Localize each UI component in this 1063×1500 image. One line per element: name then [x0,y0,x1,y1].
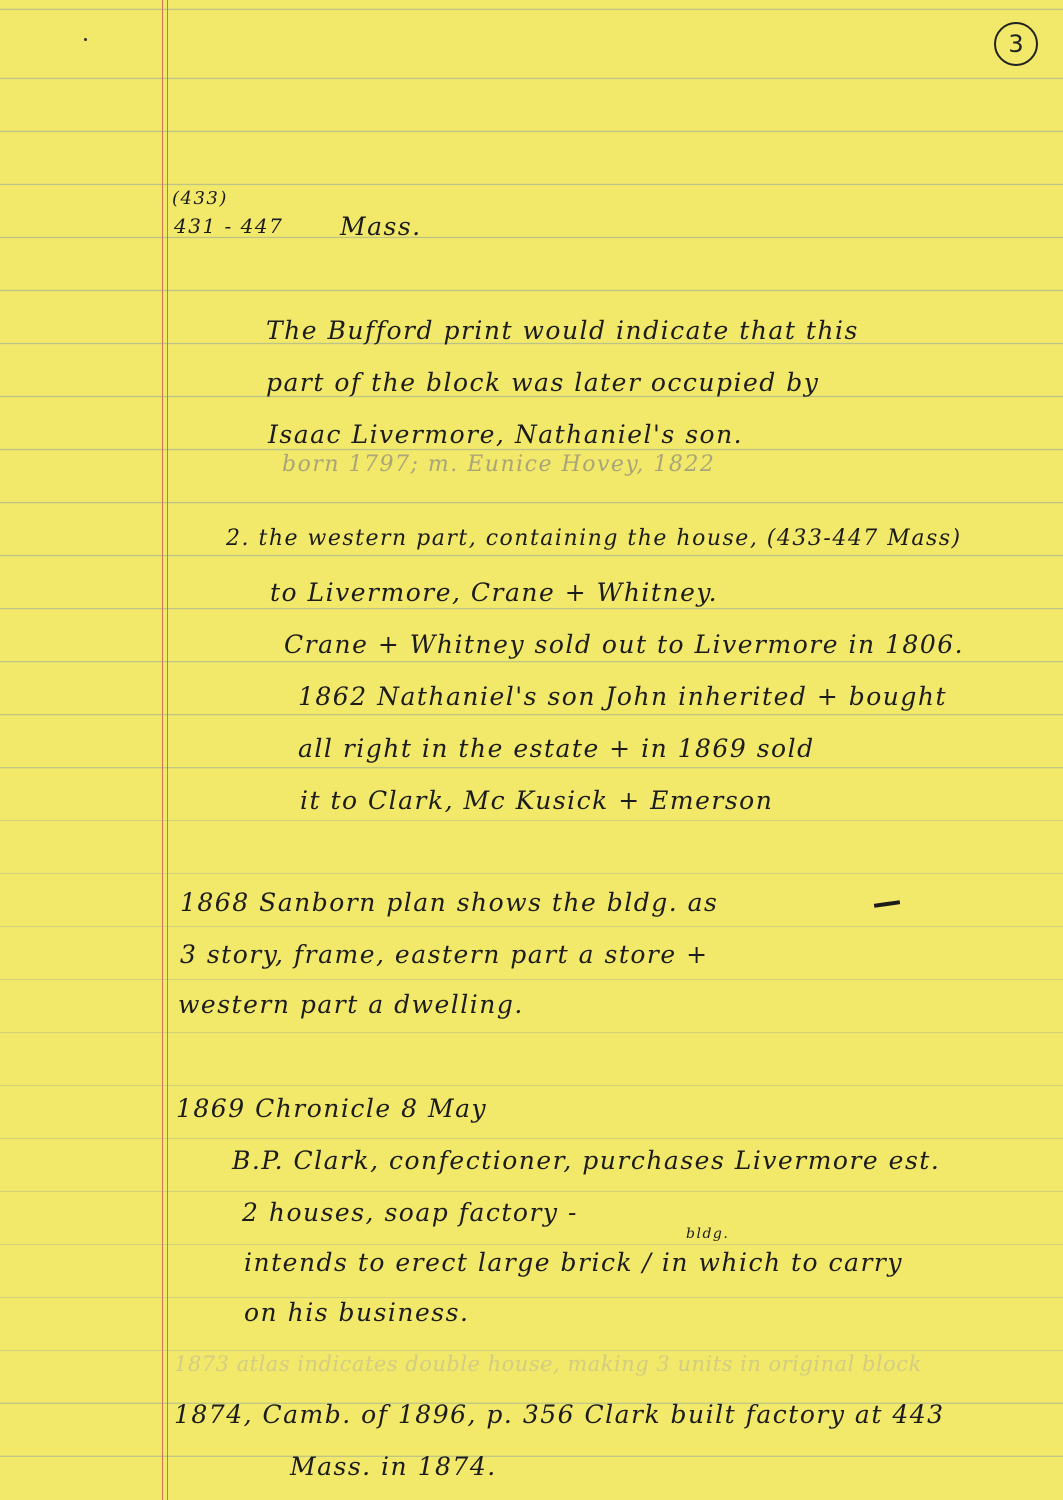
note-line: 3 story, frame, eastern part a store + [180,940,709,969]
note-insertion: bldg. [686,1226,730,1242]
note-line: intends to erect large brick / in which to carry [244,1248,903,1277]
note-line: Isaac Livermore, Nathaniel's son. [268,420,744,449]
margin-line-left [162,0,163,1500]
note-line: it to Clark, Mc Kusick + Emerson [300,786,774,815]
note-line: 2 houses, soap factory - [242,1198,578,1227]
strikeout-mark [874,900,900,908]
note-line: to Livermore, Crane + Whitney. [270,578,719,607]
note-line: all right in the estate + in 1869 sold [298,734,815,763]
note-line: 1869 Chronicle 8 May [176,1094,488,1123]
note-line: 2. the western part, containing the house, (433-447 Mass) [226,526,962,551]
note-line: on his business. [244,1298,470,1327]
note-line-pencil: born 1797; m. Eunice Hovey, 1822 [282,452,716,477]
note-line: 431 - 447 [174,214,284,238]
note-line: Mass. in 1874. [290,1452,497,1481]
note-line: part of the block was later occupied by [266,368,820,397]
note-line: The Bufford print would indicate that this [266,316,859,345]
note-line: 1868 Sanborn plan shows the bldg. as [180,888,719,917]
note-line-pencil: 1873 atlas indicates double house, making 3 units in original block [174,1352,922,1376]
margin-line-right [167,0,168,1500]
note-line: 1874, Camb. of 1896, p. 356 Clark built factory at 443 [174,1400,945,1429]
ink-dot [84,38,87,41]
note-line: western part a dwelling. [178,990,524,1019]
note-line: Mass. [340,212,422,241]
note-line: B.P. Clark, confectioner, purchases Livermore est. [232,1146,941,1175]
page-number: 3 [994,22,1038,66]
note-line: 1862 Nathaniel's son John inherited + bought [298,682,948,711]
note-line: (433) [172,188,228,209]
note-line: Crane + Whitney sold out to Livermore in 1806. [284,630,965,659]
